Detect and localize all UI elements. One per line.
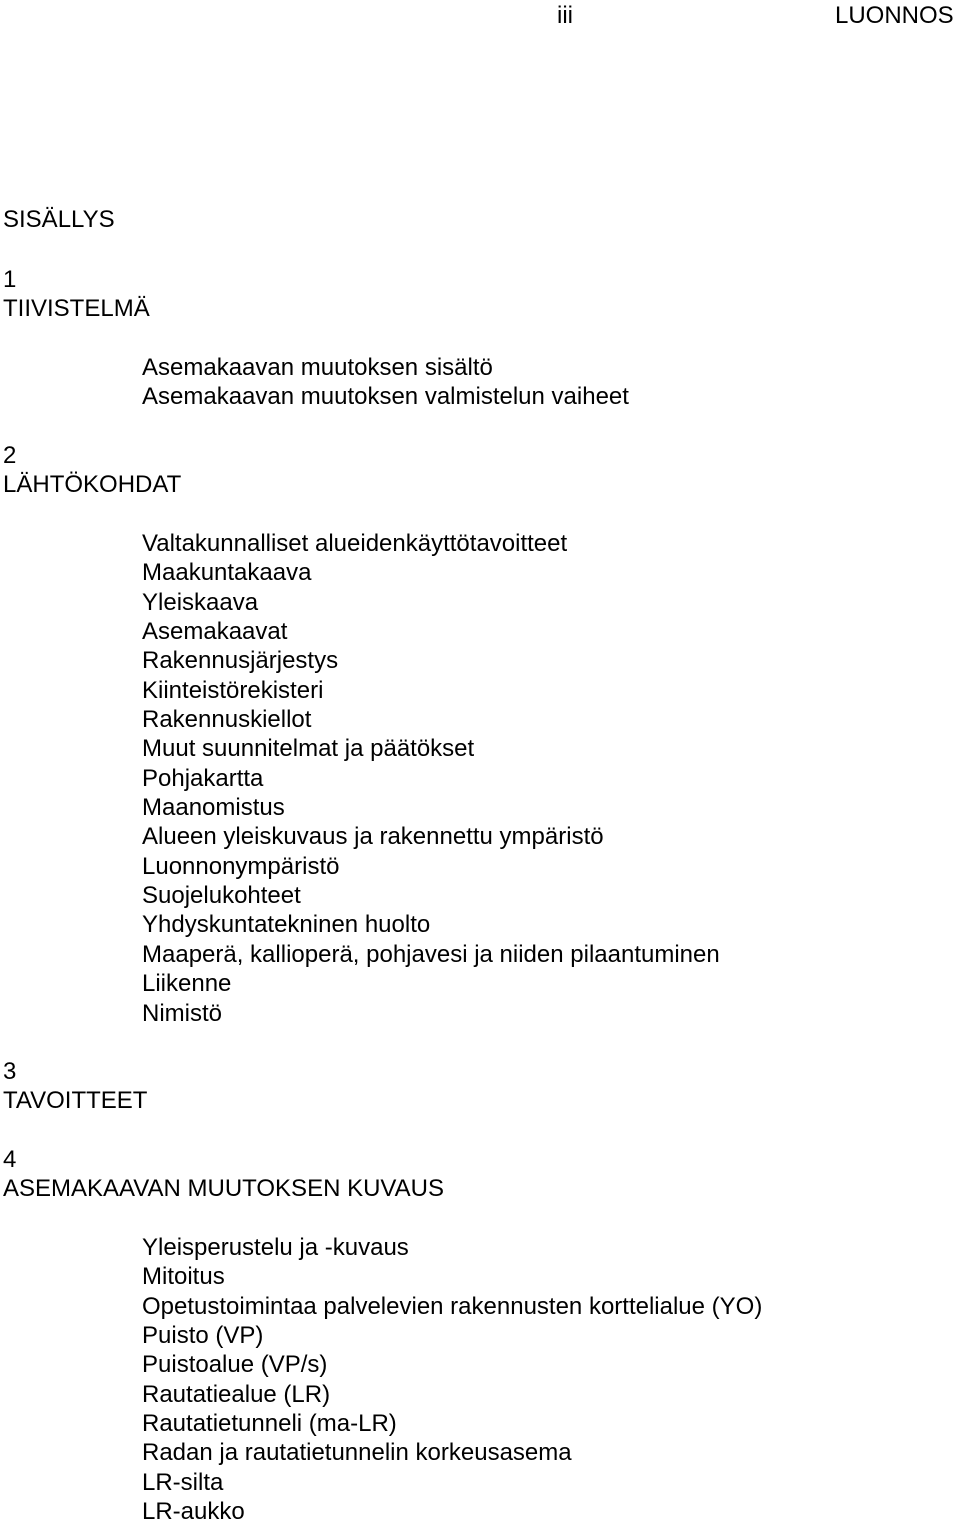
toc-item: Yleiskaava bbox=[142, 588, 259, 616]
toc-item: Mitoitus bbox=[142, 1263, 225, 1291]
section-1-items bbox=[142, 353, 629, 412]
document-status: LUONNOS bbox=[835, 2, 954, 29]
toc-item: Yleisperustelu ja -kuvaus bbox=[142, 1234, 409, 1261]
toc-item: Rakennusjärjestys bbox=[142, 647, 339, 675]
toc-item: Rautatiealue (LR) bbox=[142, 1380, 331, 1408]
toc-item: Muut suunnitelmat ja päätökset bbox=[142, 735, 475, 763]
toc-item: Puistoalue (VP/s) bbox=[142, 1351, 328, 1379]
toc-item: Maakuntakaava bbox=[142, 559, 312, 587]
toc-item: LR-silta bbox=[142, 1468, 224, 1496]
toc-item: Asemakaavat bbox=[142, 618, 288, 646]
section-4-title: ASEMAKAAVAN MUUTOKSEN KUVAUS bbox=[3, 1175, 444, 1202]
section-1-number: 1 bbox=[3, 266, 17, 293]
toc-item: Asemakaavan muutoksen sisältö bbox=[142, 354, 493, 381]
toc-title: SISÄLLYS bbox=[3, 206, 115, 233]
section-3-title: TAVOITTEET bbox=[3, 1087, 148, 1114]
toc-item: Maanomistus bbox=[142, 794, 285, 822]
toc-item: Liikenne bbox=[142, 970, 232, 998]
toc-item: Alueen yleiskuvaus ja rakennettu ympäristö bbox=[142, 823, 604, 851]
toc-item: Kiinteistörekisteri bbox=[142, 676, 324, 704]
toc-item: Rautatietunneli (ma-LR) bbox=[142, 1410, 397, 1438]
toc-item: Nimistö bbox=[142, 999, 223, 1027]
page-number: iii bbox=[557, 2, 573, 29]
toc-item: Valtakunnalliset alueidenkäyttötavoitteet bbox=[142, 530, 568, 557]
toc-item: Radan ja rautatietunnelin korkeusasema bbox=[142, 1439, 572, 1467]
toc-item: Pohjakartta bbox=[142, 764, 264, 792]
section-3-number: 3 bbox=[3, 1058, 17, 1085]
section-2-items bbox=[142, 529, 720, 1028]
toc-item: Asemakaavan muutoksen valmistelun vaiheet bbox=[142, 383, 629, 411]
toc-item: Suojelukohteet bbox=[142, 882, 301, 910]
section-4-items bbox=[142, 1233, 762, 1526]
toc-item: LR-aukko bbox=[142, 1498, 245, 1526]
toc-item: Maaperä, kallioperä, pohjavesi ja niiden pilaantuminen bbox=[142, 940, 720, 968]
toc-item: Puisto (VP) bbox=[142, 1322, 264, 1350]
toc-item: Yhdyskuntatekninen huolto bbox=[142, 911, 431, 939]
section-2-title: LÄHTÖKOHDAT bbox=[3, 471, 182, 498]
toc-item: Rakennuskiellot bbox=[142, 706, 312, 734]
section-2-number: 2 bbox=[3, 442, 17, 469]
toc-item: Opetustoimintaa palvelevien rakennusten korttelialue (YO) bbox=[142, 1292, 763, 1320]
toc-item: Luonnonympäristö bbox=[142, 852, 340, 880]
section-4-number: 4 bbox=[3, 1146, 17, 1173]
section-1-title: TIIVISTELMÄ bbox=[3, 295, 150, 322]
